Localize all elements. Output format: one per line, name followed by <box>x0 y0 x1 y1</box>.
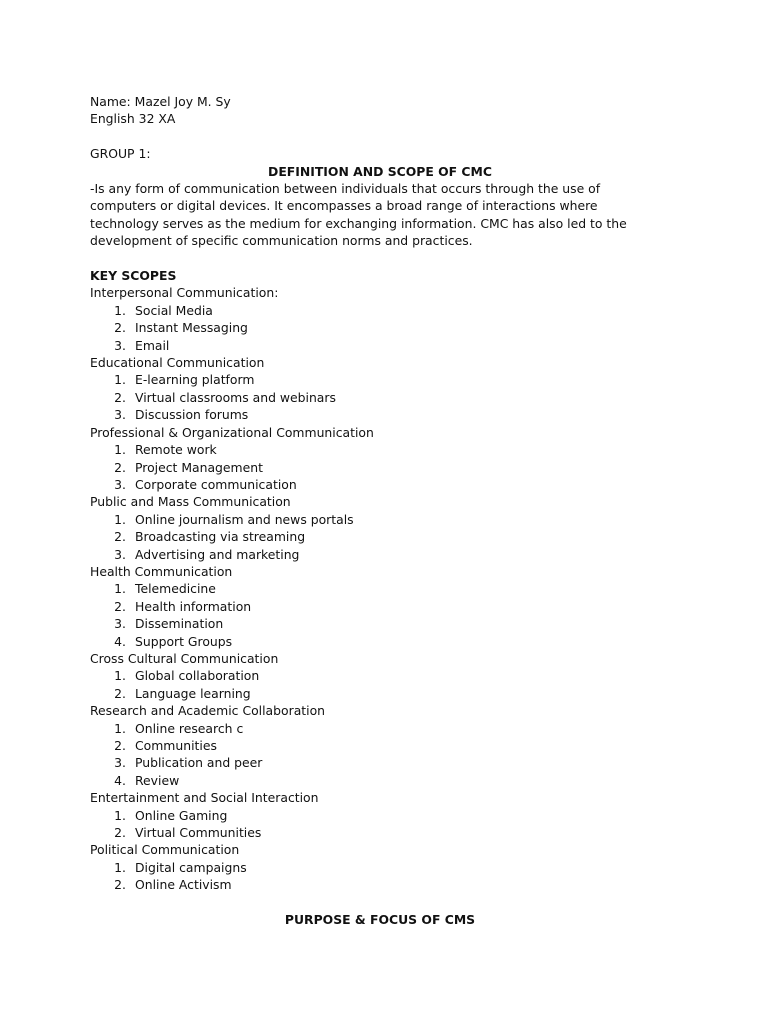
list-item-number: 1. <box>114 581 126 597</box>
list-item-text: Instant Messaging <box>135 320 248 336</box>
list-item-number: 1. <box>114 442 126 458</box>
list-item <box>90 441 670 458</box>
list-item-number: 1. <box>114 511 126 527</box>
list-item-number: 2. <box>114 877 126 893</box>
spacer <box>90 250 670 267</box>
list-item <box>90 772 670 789</box>
list-item <box>90 633 670 650</box>
list-item <box>90 459 670 476</box>
list-item-text: Publication and peer <box>135 755 263 771</box>
list-item <box>90 406 670 423</box>
list-item-text: Virtual classrooms and webinars <box>135 389 336 405</box>
list-item-number: 4. <box>114 772 126 788</box>
list-item <box>90 737 670 754</box>
list-item-number: 2. <box>114 738 126 753</box>
list-item-number: 3. <box>114 546 126 562</box>
key-scopes-heading: KEY SCOPES <box>90 268 177 284</box>
scope-items <box>90 441 670 493</box>
list-item <box>90 876 670 893</box>
list-item <box>90 859 670 876</box>
list-item <box>90 371 670 388</box>
scope-items <box>90 580 670 650</box>
document-page <box>90 93 670 928</box>
scope-title: Political Communication <box>90 842 240 858</box>
list-item-text: Remote work <box>135 442 217 458</box>
list-item-text: Communities <box>135 738 217 753</box>
list-item-number: 3. <box>114 407 126 423</box>
list-item-number: 4. <box>114 633 126 649</box>
list-item-text: Online journalism and news portals <box>135 511 354 527</box>
list-item-number: 1. <box>114 859 126 875</box>
list-item-text: Global collaboration <box>135 668 260 684</box>
scope-title: Cross Cultural Communication <box>90 650 279 666</box>
scope-items <box>90 511 670 563</box>
scope-title: Public and Mass Communication <box>90 494 291 510</box>
scope-title: Health Communication <box>90 563 233 579</box>
list-item-number: 1. <box>114 668 126 684</box>
list-item-number: 3. <box>114 337 126 353</box>
list-item <box>90 754 670 771</box>
list-item-number: 2. <box>114 389 126 405</box>
list-item-number: 2. <box>114 459 126 475</box>
list-item-text: Advertising and marketing <box>135 546 300 562</box>
scope-title: Research and Academic Collaboration <box>90 703 326 719</box>
purpose-title: PURPOSE & FOCUS OF CMS <box>284 911 476 927</box>
scope-title: Educational Communication <box>90 355 265 371</box>
list-item-text: Dissemination <box>135 616 224 632</box>
list-item-number: 2. <box>114 320 126 336</box>
list-item <box>90 319 670 336</box>
list-item-number: 3. <box>114 476 126 492</box>
list-item-number: 2. <box>114 598 126 614</box>
scope-title: Interpersonal Communication: <box>90 285 279 301</box>
list-item-text: Online Activism <box>135 877 232 893</box>
list-item <box>90 476 670 493</box>
list-item-number: 1. <box>114 807 126 823</box>
list-item <box>90 720 670 737</box>
spacer <box>90 894 670 911</box>
key-scopes-list <box>90 284 670 893</box>
list-item-text: Corporate communication <box>135 476 297 492</box>
list-item-text: Virtual Communities <box>135 825 262 841</box>
list-item-number: 1. <box>114 302 126 318</box>
definition-title: DEFINITION AND SCOPE OF CMC <box>268 163 492 179</box>
scope-items <box>90 859 670 894</box>
list-item <box>90 511 670 528</box>
list-item <box>90 598 670 615</box>
list-item-number: 1. <box>114 720 126 736</box>
list-item <box>90 807 670 824</box>
list-item-number: 3. <box>114 755 126 771</box>
scope-title: Professional & Organizational Communication <box>90 424 374 440</box>
scope-items <box>90 667 670 702</box>
scope-items <box>90 720 670 790</box>
list-item-text: Digital campaigns <box>135 859 247 875</box>
list-item-text: Health information <box>135 598 252 614</box>
list-item-text: Language learning <box>135 685 251 701</box>
student-name: Name: Mazel Joy M. Sy <box>90 94 231 109</box>
list-item <box>90 389 670 406</box>
list-item-number: 3. <box>114 616 126 632</box>
list-item-text: Review <box>135 772 180 788</box>
list-item <box>90 546 670 563</box>
list-item-text: Online Gaming <box>135 807 228 823</box>
list-item-text: Project Management <box>135 459 263 475</box>
list-item <box>90 824 670 841</box>
list-item-text: Support Groups <box>135 633 233 649</box>
list-item <box>90 337 670 354</box>
list-item-text: Broadcasting via streaming <box>135 529 306 545</box>
list-item-text: Online research c <box>135 720 244 736</box>
list-item <box>90 667 670 684</box>
list-item-text: Email <box>135 337 170 353</box>
scope-title: Entertainment and Social Interaction <box>90 790 319 806</box>
scope-items <box>90 302 670 354</box>
group-label: GROUP 1: <box>90 146 151 162</box>
scope-items <box>90 807 670 842</box>
list-item-number: 1. <box>114 372 126 388</box>
class-code: English 32 XA <box>90 111 176 127</box>
list-item <box>90 615 670 632</box>
definition-body: -Is any form of communication between individuals that occurs through the use of computers or digital devices. It encompasses a broad range of interactions where technology serves as the medium for exchanging information. CMC has also led to the development of specific communication norms and practices. <box>90 181 627 249</box>
spacer <box>90 128 670 145</box>
list-item-number: 2. <box>114 529 126 545</box>
list-item-text: Discussion forums <box>135 407 249 423</box>
scope-items <box>90 371 670 423</box>
list-item-text: Social Media <box>135 302 213 318</box>
list-item <box>90 580 670 597</box>
list-item <box>90 685 670 702</box>
list-item-number: 2. <box>114 685 126 701</box>
list-item <box>90 528 670 545</box>
list-item-text: E-learning platform <box>135 372 255 388</box>
list-item <box>90 302 670 319</box>
list-item-text: Telemedicine <box>135 581 216 597</box>
list-item-number: 2. <box>114 825 126 841</box>
